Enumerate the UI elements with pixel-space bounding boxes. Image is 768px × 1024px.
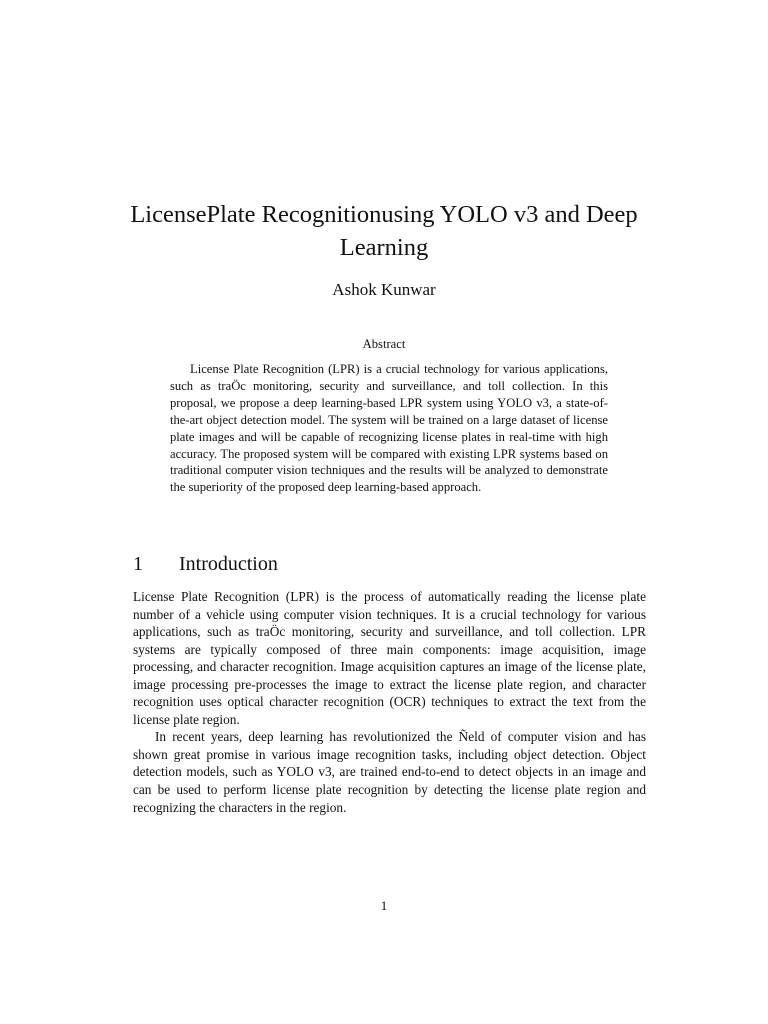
section-title: Introduction [179,553,278,575]
abstract-text: License Plate Recognition (LPR) is a crucial technology for various applications, such as traÖc monitoring, security and surveillance, and toll collection. In this proposal, we propose a deep learning-based LPR system using YOLO v3, a state-of-the-art object detection model. The system will be trained on a large dataset of license plate images and will be capable of recognizing license plates in real-time with high accuracy. The proposed system will be compared with existing LPR systems based on traditional computer vision techniques and the results will be analyzed to demonstrate the superiority of the proposed deep learning-based approach. [170,362,608,495]
page-number: 1 [380,898,388,913]
body-paragraph: License Plate Recognition (LPR) is the process of automatically reading the license plate number of a vehicle using computer vision techniques. It is a crucial technology for various applications, such as traÖc monitoring, security and surveillance, and toll collection. LPR systems are typically composed of three main components: image acquisition, image processing, and character recognition. Image acquisition captures an image of the license plate, image processing pre-processes the image to extract the license plate region, and character recognition uses optical character recognition (OCR) techniques to extract the text from the license plate region. [133,589,646,727]
paper-author: Ashok Kunwar [332,280,436,299]
section-heading [133,551,278,577]
section-number: 1 [133,553,143,575]
body-paragraph: In recent years, deep learning has revolutionized the Ñeld of computer vision and has shown great promise in various image recognition tasks, including object detection. Object detection models, such as YOLO v3, are trained end-to-end to detect objects in an image and can be used to perform license plate recognition by detecting the license plate region and recognizing the characters in the region. [133,729,646,815]
section-body [133,588,646,816]
abstract-heading: Abstract [362,337,406,351]
paper-title: LicensePlate Recognitionusing YOLO v3 and Deep Learning [130,201,638,261]
